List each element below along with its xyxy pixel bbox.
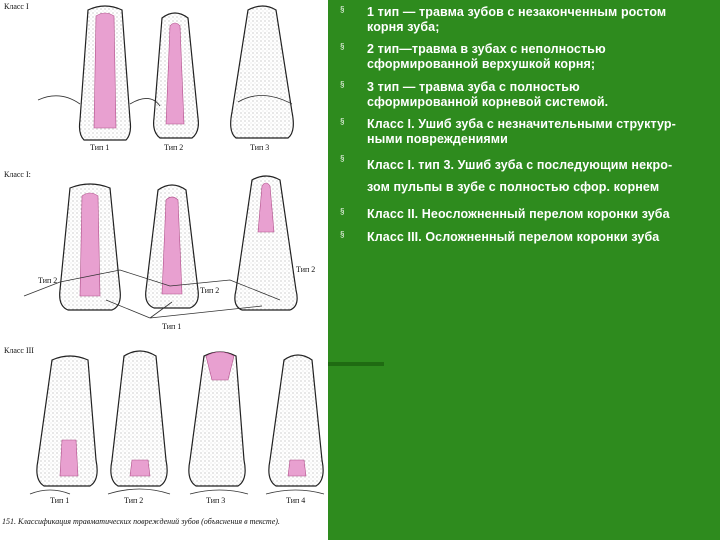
row3-type-label-2: Тип 2 <box>124 496 144 505</box>
row2-type-label-1: Тип 2 <box>38 276 58 285</box>
pulp-class3-type4 <box>288 460 306 476</box>
tooth-classification-figure <box>0 0 328 540</box>
row3-type-label-4: Тип 4 <box>286 496 306 505</box>
pulp-class3-type1 <box>60 440 78 476</box>
row1-type-label-3: Тип 3 <box>250 143 270 152</box>
bullet-marker: § <box>340 5 345 14</box>
pulp-class3-type2 <box>130 460 150 476</box>
tooth-drawings <box>0 0 328 540</box>
row2-type-label-2: Тип 2 <box>200 286 220 295</box>
divider-line <box>328 362 384 366</box>
row1-type-label-1: Тип 1 <box>90 143 110 152</box>
class-label-3: Класс III <box>4 346 34 355</box>
row2-type-label-4: Тип 1 <box>162 322 182 331</box>
tooth-class1-type3 <box>231 6 294 138</box>
bullet-marker: § <box>340 80 345 89</box>
class-label-2: Класс I: <box>4 170 31 179</box>
bullet-marker: § <box>340 42 345 51</box>
row2-type-label-3: Тип 2 <box>296 265 316 274</box>
figure-caption: 151. Классификация травматических повреждений зубов (объяснения в тексте). <box>2 517 280 526</box>
row1-type-label-2: Тип 2 <box>164 143 184 152</box>
row3-type-label-3: Тип 3 <box>206 496 226 505</box>
bullet-marker: § <box>340 154 345 163</box>
bullet-marker: § <box>340 207 345 216</box>
pulp-class2-tooth1 <box>80 193 100 296</box>
bullet-marker: § <box>340 117 345 126</box>
row3-type-label-1: Тип 1 <box>50 496 70 505</box>
bullet-marker: § <box>340 230 345 239</box>
pulp-class1-type1 <box>94 13 116 128</box>
class-label-1: Класс I <box>4 2 29 11</box>
